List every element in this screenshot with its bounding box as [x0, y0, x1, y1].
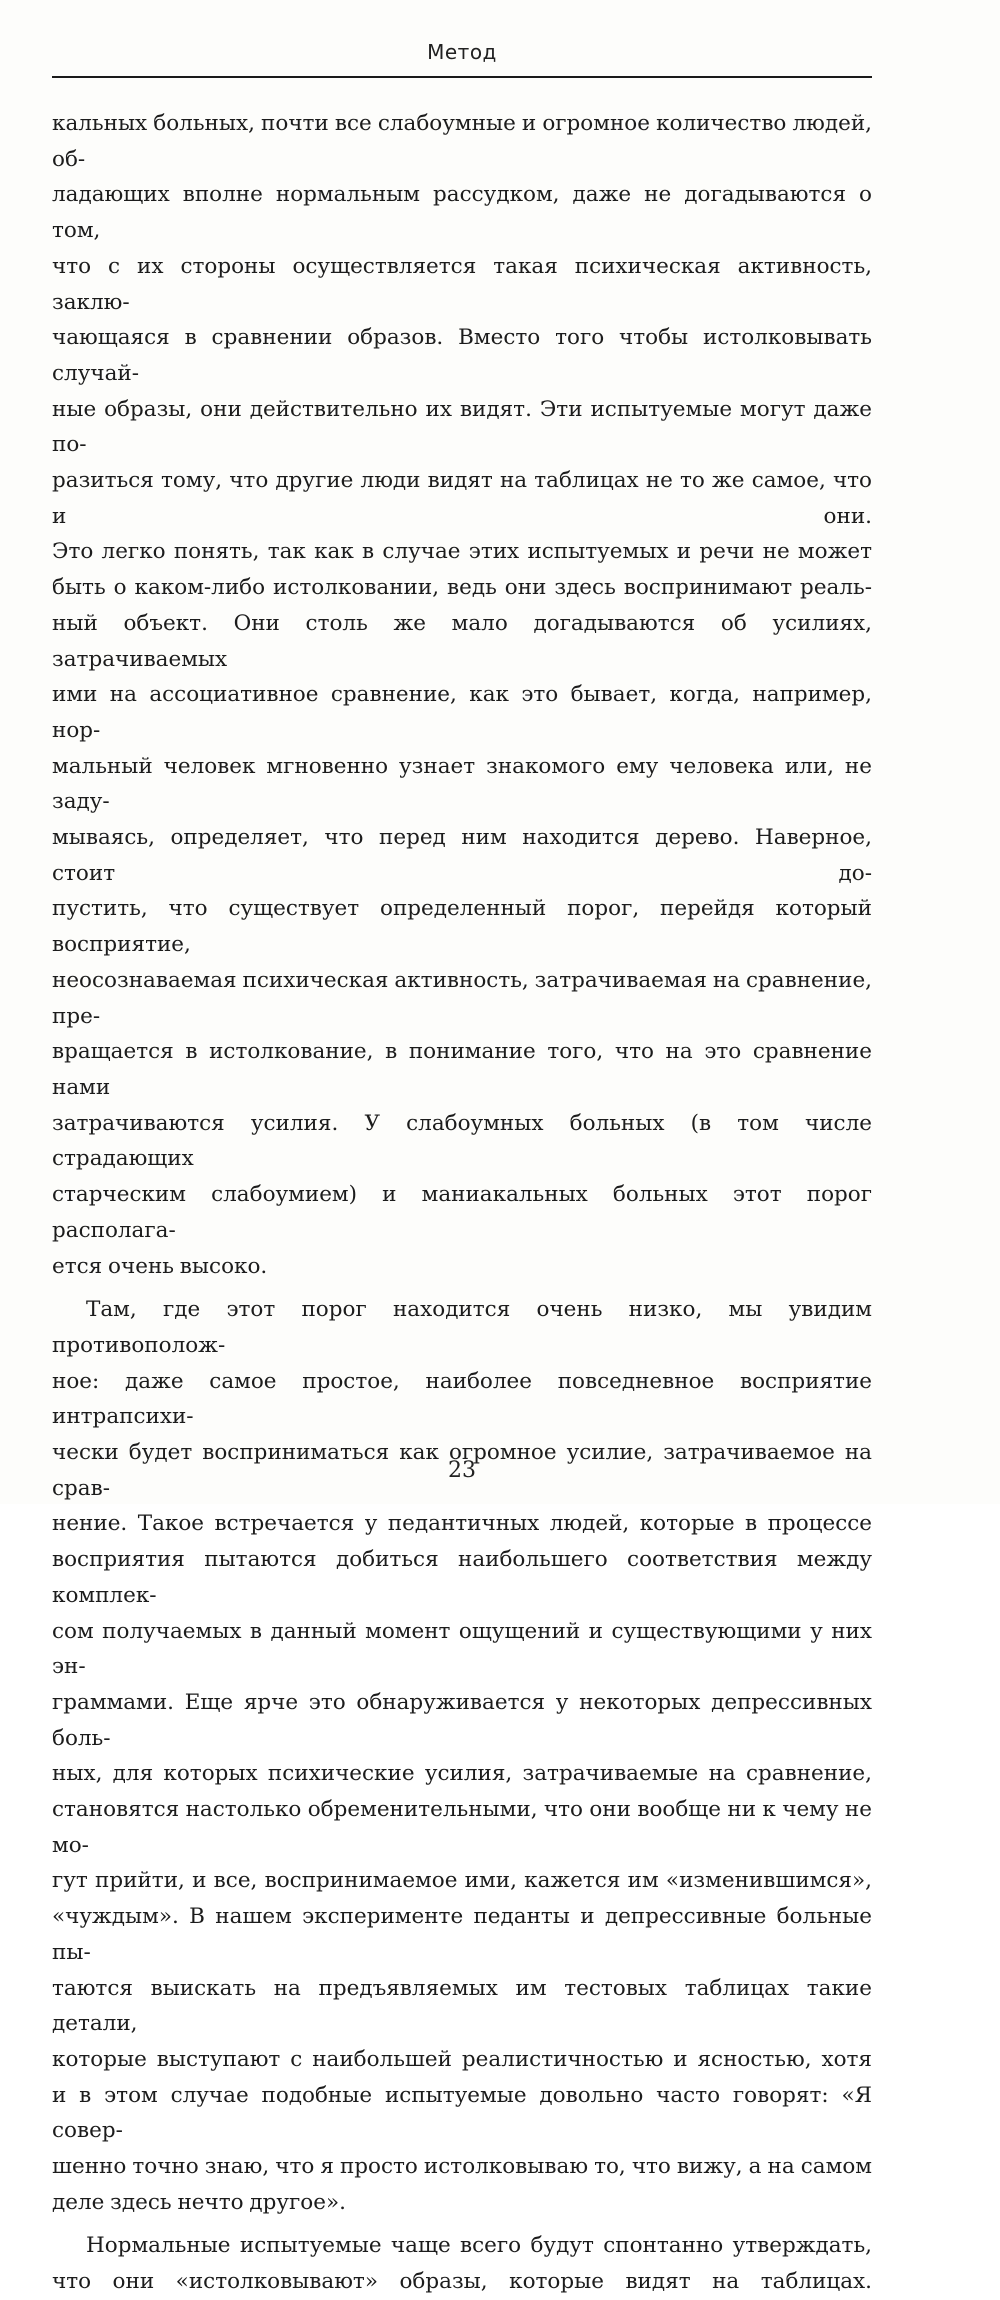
page-number: 23: [448, 1458, 476, 1483]
text-line: «чуждым». В нашем эксперименте педанты и депрессивные больные пы-: [52, 1904, 872, 1965]
text-line: ных, для которых психические усилия, затрачиваемые на сравнение,: [52, 1761, 872, 1787]
text-line: нение. Такое встречается у педантичных людей, которые в процессе: [52, 1511, 872, 1537]
text-line: старческим слабоумием) и маниакальных больных этот порог располага-: [52, 1182, 872, 1243]
text-line: граммами. Еще ярче это обнаруживается у некоторых депрессивных боль-: [52, 1689, 872, 1751]
text-line: ими на ассоциативное сравнение, как это бывает, когда, например, нор-: [52, 682, 872, 743]
text-line: ный объект. Они столь же мало догадываются об усилиях, затрачиваемых: [52, 610, 872, 672]
text-line: быть о каком-либо истолковании, ведь они здесь воспринимают реаль-: [52, 575, 872, 601]
text-line: деле здесь нечто другое».: [52, 2189, 346, 2215]
text-line: чающаяся в сравнении образов. Вместо того чтобы истолковывать случай-: [52, 325, 872, 386]
text-line: Это легко понять, так как в случае этих испытуемых и речи не может: [52, 539, 872, 565]
text-line: которые выступают с наибольшей реалистичностью и ясностью, хотя: [52, 2046, 872, 2072]
text-line: пустить, что существует определенный порог, перейдя который восприятие,: [52, 896, 872, 958]
text-line: кальных больных, почти все слабоумные и огромное количество людей, об-: [52, 111, 872, 172]
text-line: ное: даже самое простое, наиболее повседневное восприятие интрапсихи-: [52, 1368, 872, 1430]
text-line: гут прийти, и все, воспринимаемое ими, кажется им «изменившимся»,: [52, 1868, 872, 1894]
body-text: [52, 106, 872, 2300]
text-line: мальный человек мгновенно узнает знакомого ему человека или, не заду-: [52, 753, 872, 815]
header-rule: [52, 76, 872, 78]
text-line: что с их стороны осуществляется такая психическая активность, заклю-: [52, 253, 872, 315]
text-line: мываясь, определяет, что перед ним находится дерево. Наверное, стоит до-: [52, 825, 872, 886]
paragraph-3: [52, 2228, 872, 2299]
paragraph-1: [52, 106, 872, 1284]
text-line: и в этом случае подобные испытуемые довольно часто говорят: «Я совер-: [52, 2082, 872, 2144]
text-line: что они «истолковывают» образы, которые видят на таблицах.: [52, 2269, 872, 2295]
text-line: сом получаемых в данный момент ощущений и существующими у них эн-: [52, 1618, 872, 1680]
text-line: ные образы, они действительно их видят. Эти испытуемые могут даже по-: [52, 396, 872, 458]
paragraph-2: [52, 1292, 872, 2220]
running-head: Метод: [427, 40, 497, 64]
text-line: Нормальные испытуемые чаще всего будут спонтанно утверждать,: [86, 2233, 872, 2259]
text-line: таются выискать на предъявляемых им тестовых таблицах такие детали,: [52, 1975, 872, 2037]
text-line: шенно точно знаю, что я просто истолковываю то, что вижу, а на самом: [52, 2154, 872, 2180]
text-line: ется очень высоко.: [52, 1253, 268, 1279]
text-line: чески будет восприниматься как огромное усилие, затрачиваемое на срав-: [52, 1440, 872, 1501]
text-line: неосознаваемая психическая активность, затрачиваемая на сравнение, пре-: [52, 967, 872, 1029]
text-line: ладающих вполне нормальным рассудком, даже не догадываются о том,: [52, 182, 872, 244]
text-line: Там, где этот порог находится очень низко, мы увидим противополож-: [52, 1297, 872, 1358]
text-line: восприятия пытаются добиться наибольшего соответствия между комплек-: [52, 1547, 872, 1608]
text-line: становятся настолько обременительными, что они вообще ни к чему не мо-: [52, 1797, 872, 1858]
text-line: затрачиваются усилия. У слабоумных больных (в том числе страдающих: [52, 1110, 872, 1172]
text-line: вращается в истолкование, в понимание того, что на это сравнение нами: [52, 1039, 872, 1100]
text-line: разиться тому, что другие люди видят на таблицах не то же самое, что и они.: [52, 468, 872, 529]
